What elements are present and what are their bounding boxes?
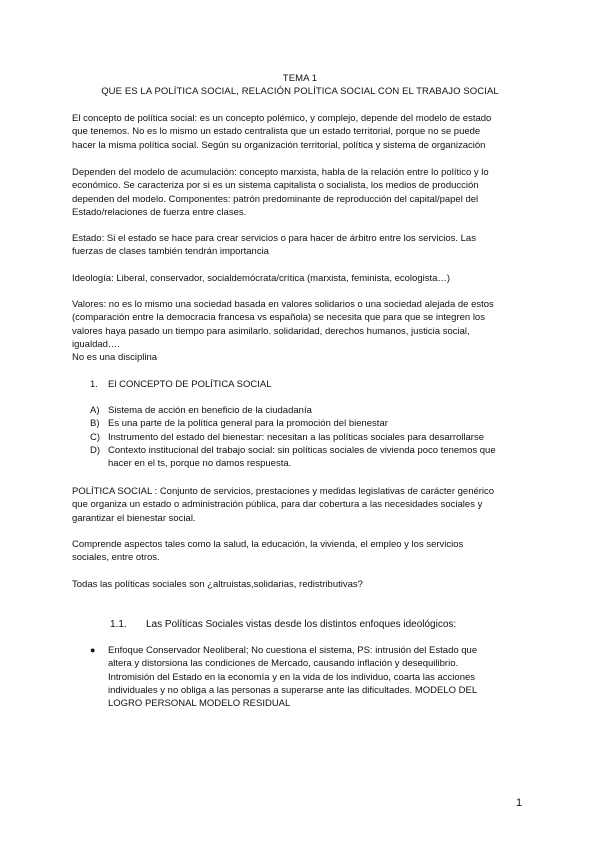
text-line: individuales y no obliga a las personas a superarse ante las dificultades. MODELO DEL: [108, 684, 478, 696]
list-marker: C): [90, 431, 101, 443]
text-line: que organiza un estado o administración pública, para dar cobertura a las necesidades sociales y: [72, 499, 483, 511]
bullet-icon: ●: [90, 645, 96, 655]
list-item: [90, 444, 528, 471]
text-line: valores haya pasado un tiempo para asimilarlo. solidaridad, derechos humanos, justicia social,: [72, 325, 470, 337]
list-item-text: Instrumento del estado del bienestar: necesitan a las políticas sociales para desarrollarse: [108, 431, 484, 443]
text-line: Valores: no es lo mismo una sociedad basada en valores solidarios o una sociedad alejada de estos: [72, 299, 494, 310]
text-line: POLÍTICA SOCIAL : Conjunto de servicios, prestaciones y medidas legislativas de carácter genérico: [72, 486, 495, 497]
section-title: Las Políticas Sociales vistas desde los distintos enfoques ideológicos:: [146, 619, 457, 630]
list-item: [90, 404, 528, 417]
list-item-text: Contexto institucional del trabajo social: sin políticas sociales de vivienda poco tenemos que: [108, 444, 496, 456]
list-item-text: hacer en el ts, porque no damos respuesta.: [108, 458, 292, 470]
list-item: [90, 417, 528, 430]
text-line: (comparación entre la democracia francesa vs española) se necesita que para que se integren los: [72, 312, 485, 324]
list-marker: B): [90, 418, 100, 430]
text-line: Comprende aspectos tales como la salud, la educación, la vivienda, el empleo y los servicios: [72, 539, 464, 550]
text-line: económico. Se caracteriza por si es un sistema capitalista o socialista, los medios de producción: [72, 180, 479, 192]
section-number: 1.: [90, 379, 98, 390]
list-item-text: Sistema de acción en beneficio de la ciudadanía: [108, 405, 312, 416]
text-line: Todas las políticas sociales son ¿altruistas,solidarias, redistributivas?: [72, 579, 363, 590]
text-line: igualdad….: [72, 338, 121, 350]
text-line: que tenemos. No es lo mismo un estado centralista que un estado territorial, porque no se puede: [72, 126, 481, 138]
tema-label: TEMA 1: [282, 73, 318, 84]
section-number: 1.1.: [110, 619, 127, 630]
paragraph-concepto: [72, 112, 528, 152]
page-number: 1: [516, 797, 523, 809]
paragraph-ideologia: [72, 272, 528, 285]
paragraph-acumulacion: [72, 166, 528, 219]
text-line: dependen del modelo. Componentes: patrón predominante de reproducción del capital/papel del: [72, 193, 479, 205]
section-title: El CONCEPTO DE POLÍTICA SOCIAL: [108, 379, 272, 390]
text-line: Estado: Si el estado se hace para crear servicios o para hacer de árbitro entre los servicios. Las: [72, 233, 476, 244]
paragraph-comprende: [72, 538, 528, 565]
bullet-body: [108, 644, 528, 710]
text-line: altera y distorsiona las condiciones de Mercado, causando inflación y desequilibrio.: [108, 658, 459, 670]
document-title: QUE ES LA POLÍTICA SOCIAL, RELACIÓN POLÍTICA SOCIAL CON EL TRABAJO SOCIAL: [101, 86, 499, 97]
text-line: Estado/relaciones de fuerza entre clases.: [72, 206, 247, 218]
bullet-item: [90, 644, 528, 710]
text-line: Intromisión del Estado en la economía y en la vida de los individuo, coarta las acciones: [108, 671, 476, 683]
text-line: sociales, entre otros.: [72, 552, 160, 564]
text-line: Enfoque Conservador Neoliberal; No cuestiona el sistema, PS: intrusión del Estado que: [108, 645, 478, 656]
text-line: fuerzas de clases también tendrán importancia: [72, 246, 269, 258]
paragraph-disciplina: [72, 351, 528, 364]
paragraph-politica-social: [72, 485, 528, 525]
list-marker: A): [90, 405, 100, 416]
paragraph-estado: [72, 232, 528, 259]
paragraph-todas: [72, 578, 528, 591]
text-line: El concepto de política social: es un concepto polémico, y complejo, depende del modelo de estado: [72, 113, 492, 124]
list-item-text: Es una parte de la política general para la promoción del bienestar: [108, 418, 388, 430]
text-line: Dependen del modelo de acumulación: concepto marxista, habla de la relación entre lo político y lo: [72, 167, 489, 178]
text-line: No es una disciplina: [72, 352, 158, 363]
paragraph-valores: [72, 298, 528, 351]
text-line: LOGRO PERSONAL MODELO RESIDUAL: [108, 698, 291, 710]
text-line: Ideología: Liberal, conservador, socialdemócrata/crítica (marxista, feminista, ecologista…): [72, 273, 451, 284]
list-marker: D): [90, 444, 101, 456]
list-item: [90, 431, 528, 444]
section-1-list: [90, 404, 528, 470]
text-line: hacer la misma política social. Según su organización territorial, política y sistema de organización: [72, 139, 486, 151]
text-line: garantizar el bienestar social.: [72, 512, 196, 524]
